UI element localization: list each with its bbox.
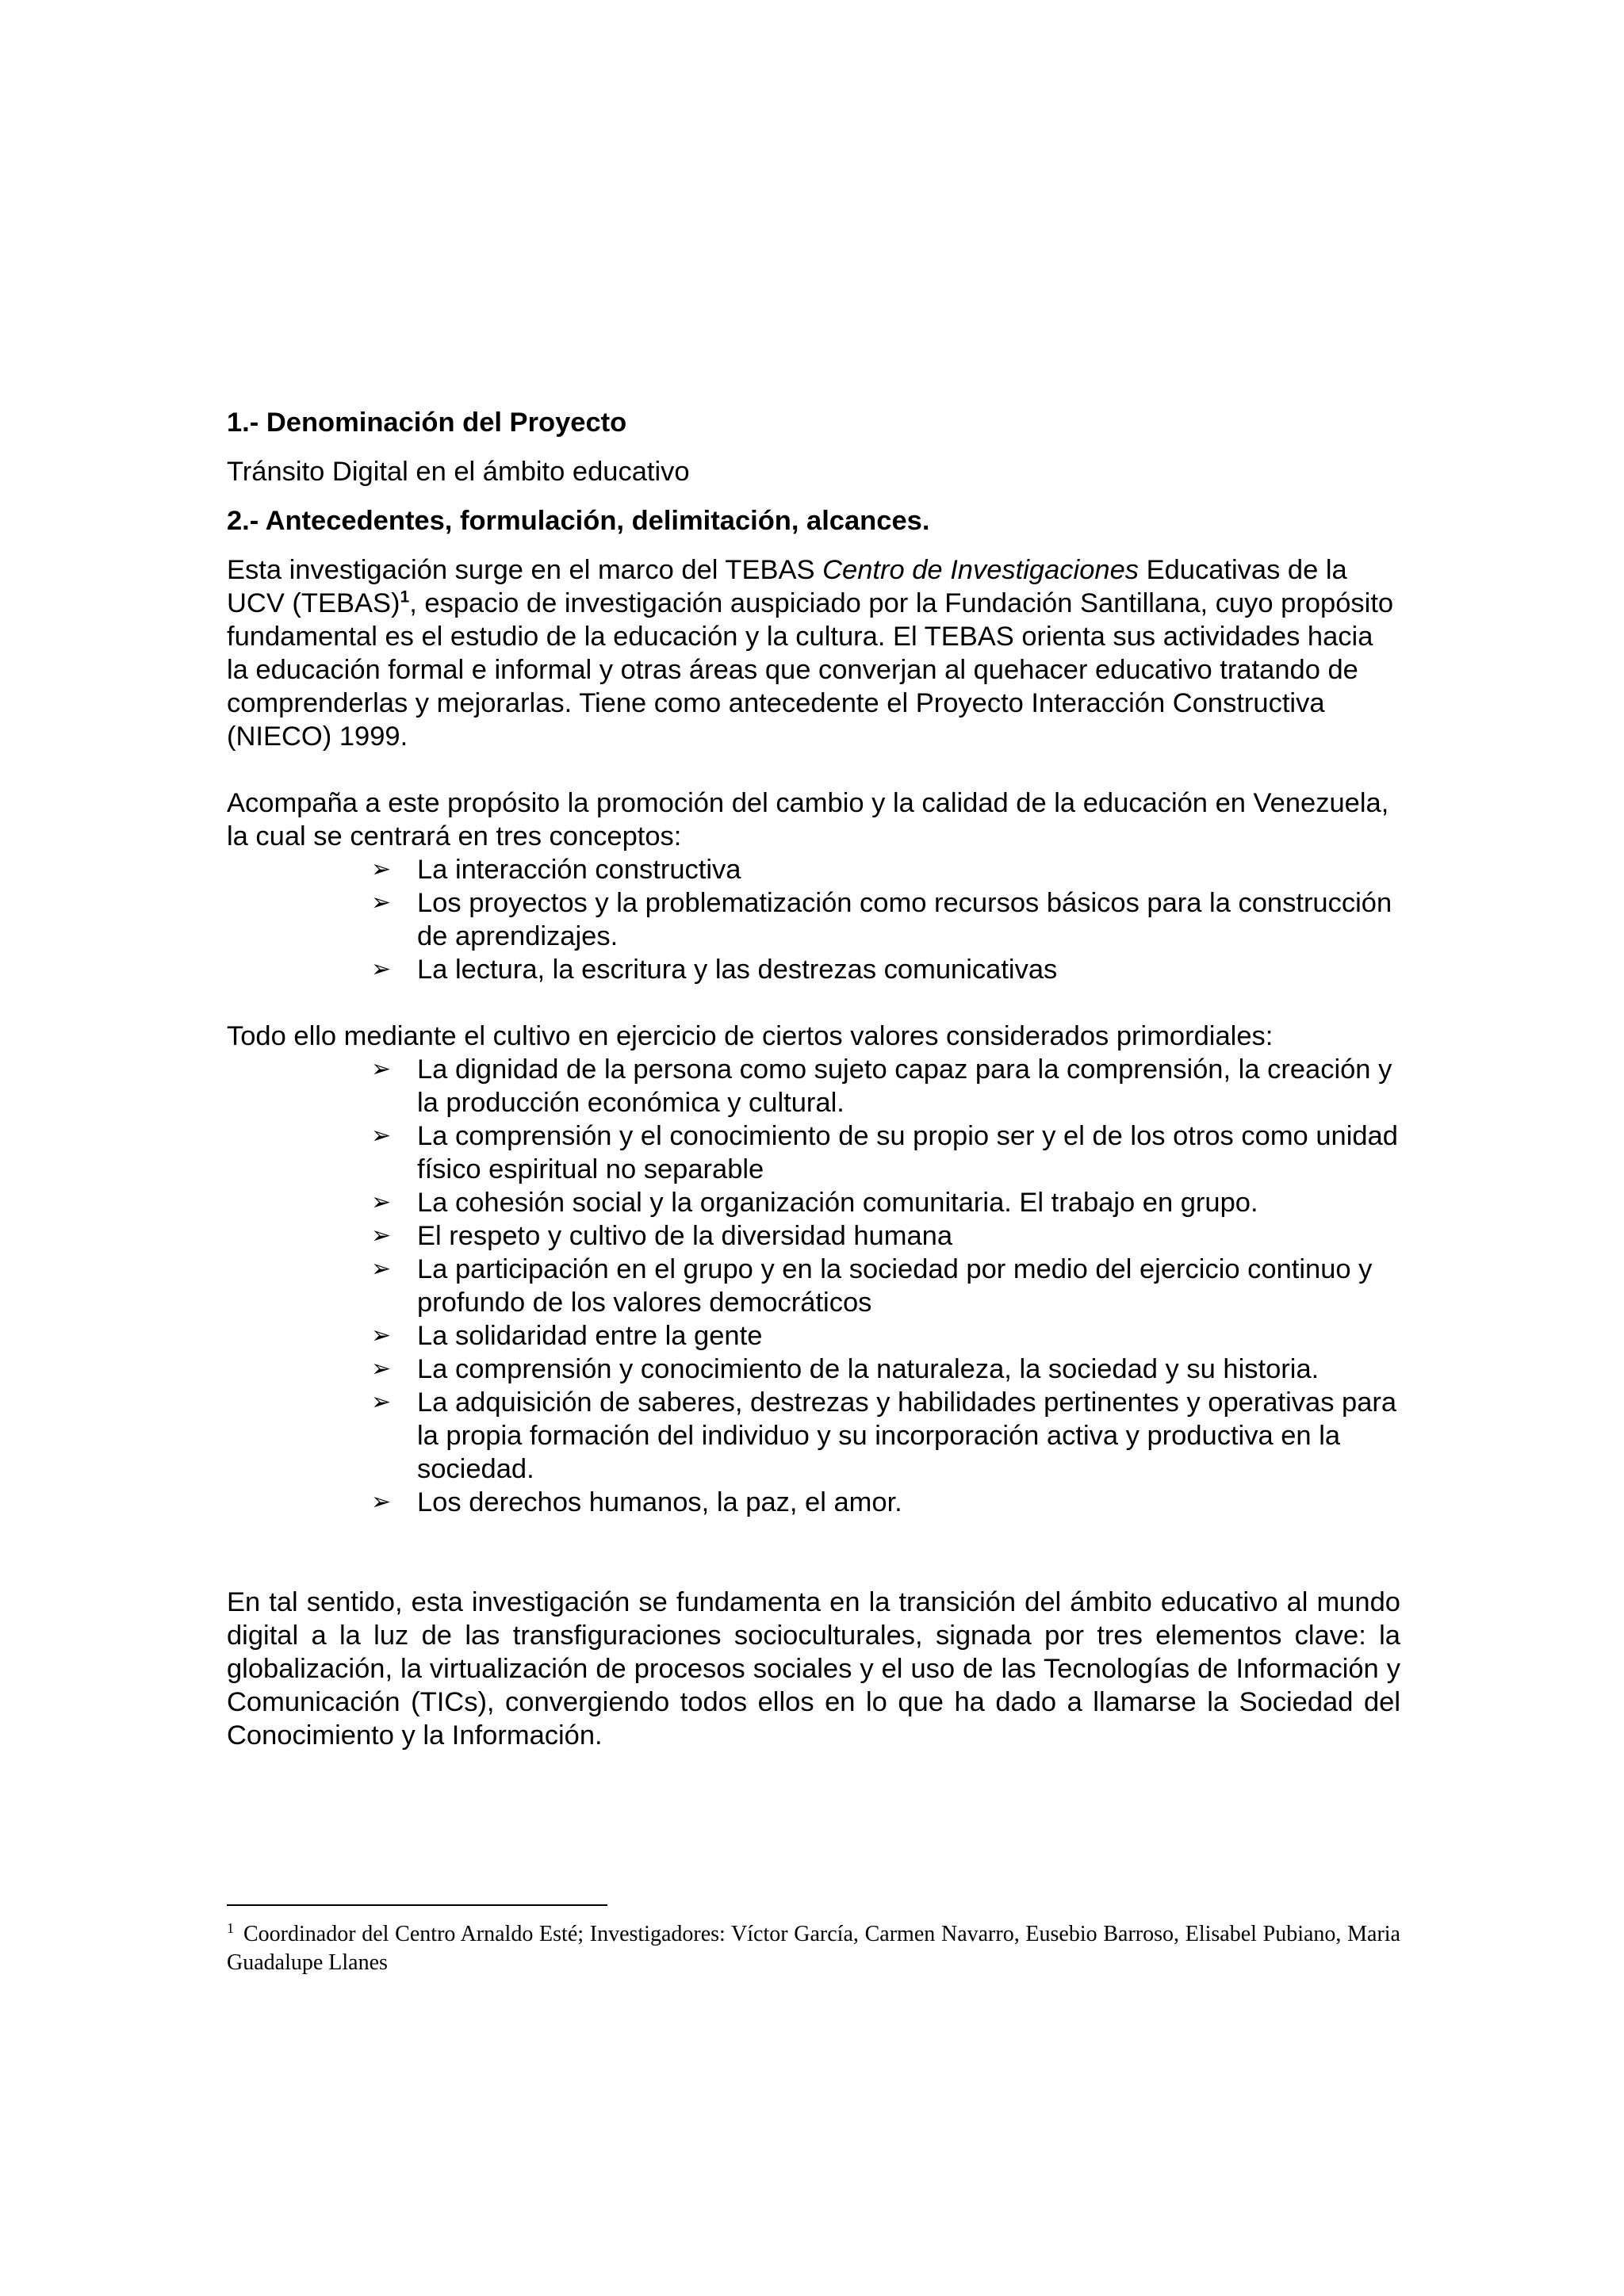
- paragraph-tebas-part2: Educativas de la UCV (TEBAS): [227, 555, 1347, 618]
- footnote-reference: 1: [400, 587, 410, 607]
- paragraph-values: Todo ello mediante el cultivo en ejercicio de ciertos valores considerados primordiales:: [227, 1021, 1274, 1051]
- list-item-text: La comprensión y el conocimiento de su propio ser y el de los otros como unidad físico espiritual no separable: [417, 1121, 1398, 1184]
- list-item: [371, 1119, 1400, 1186]
- list-item: [371, 1386, 1400, 1486]
- arrow-bullet-icon: ➢: [371, 889, 392, 916]
- arrow-bullet-icon: ➢: [371, 1255, 392, 1283]
- footnote-separator: [227, 1904, 607, 1906]
- list-item: [371, 1219, 1400, 1253]
- list-item: [371, 953, 1400, 986]
- paragraph-digital-transition: En tal sentido, esta investigación se fundamenta en la transición del ámbito educativo al mundo digital a la luz de las transfiguraciones socioculturales, signada por tres elementos clave: la globalización, la virtualización de procesos sociales y el uso de las Tecnologías de Información y Comunicación (TICs), convergiendo todos ellos en lo que ha dado a llamarse la Sociedad del Conocimiento y la Información.: [227, 1587, 1400, 1751]
- arrow-bullet-icon: ➢: [371, 1322, 392, 1349]
- paragraph-tebas-italic: Centro de Investigaciones: [822, 555, 1139, 585]
- arrow-bullet-icon: ➢: [371, 855, 392, 883]
- values-list: [227, 1053, 1400, 1519]
- paragraph-tebas: [227, 553, 1400, 753]
- footnote-mark: 1: [227, 1919, 234, 1936]
- concepts-list: [227, 853, 1400, 986]
- arrow-bullet-icon: ➢: [371, 1488, 392, 1516]
- list-item: [371, 1486, 1400, 1519]
- list-item: [371, 853, 1400, 886]
- project-title: Tránsito Digital en el ámbito educativo: [227, 457, 690, 487]
- list-item: [371, 886, 1400, 953]
- arrow-bullet-icon: ➢: [371, 955, 392, 983]
- list-item: [371, 1253, 1400, 1319]
- list-item-text: La dignidad de la persona como sujeto capaz para la comprensión, la creación y la producción económica y cultural.: [417, 1054, 1392, 1118]
- arrow-bullet-icon: ➢: [371, 1388, 392, 1416]
- list-item-text: Los proyectos y la problematización como recursos básicos para la construcción de aprendizajes.: [417, 888, 1392, 951]
- list-item: [371, 1186, 1400, 1219]
- arrow-bullet-icon: ➢: [371, 1188, 392, 1216]
- arrow-bullet-icon: ➢: [371, 1355, 392, 1383]
- list-item-text: La comprensión y conocimiento de la naturaleza, la sociedad y su historia.: [417, 1354, 1320, 1384]
- list-item-text: La interacción constructiva: [417, 855, 741, 885]
- section-2-heading: 2.- Antecedentes, formulación, delimitación, alcances.: [227, 506, 930, 536]
- list-item-text: Los derechos humanos, la paz, el amor.: [417, 1487, 902, 1517]
- paragraph-tebas-part3: , espacio de investigación auspiciado por la Fundación Santillana, cuyo propósito fundamental es el estudio de la educación y la cultura. El TEBAS orienta sus actividades hacia la educación formal e informal y otras áreas que converjan al quehacer educativo tratando de comprenderlas y mejorarlas. Tiene como antecedente el Proyecto Interacción Constructiva (NIECO) 1999.: [227, 588, 1394, 752]
- arrow-bullet-icon: ➢: [371, 1222, 392, 1249]
- list-item: [371, 1319, 1400, 1353]
- arrow-bullet-icon: ➢: [371, 1122, 392, 1150]
- list-item: [371, 1053, 1400, 1119]
- list-item-text: El respeto y cultivo de la diversidad humana: [417, 1221, 953, 1251]
- list-item-text: La lectura, la escritura y las destrezas comunicativas: [417, 955, 1058, 985]
- footnote-text: Coordinador del Centro Arnaldo Esté; Investigadores: Víctor García, Carmen Navarro, Eusebio Barroso, Elisabel Pubiano, Maria Guadalupe Llanes: [227, 1922, 1400, 1975]
- paragraph-purpose: Acompaña a este propósito la promoción del cambio y la calidad de la educación en Venezuela, la cual se centrará en tres conceptos:: [227, 788, 1389, 851]
- list-item-text: La cohesión social y la organización comunitaria. El trabajo en grupo.: [417, 1188, 1258, 1218]
- footnote: [227, 1920, 1400, 1977]
- paragraph-tebas-part1: Esta investigación surge en el marco del TEBAS: [227, 555, 823, 585]
- document-body: [227, 406, 1400, 1752]
- list-item-text: La solidaridad entre la gente: [417, 1321, 763, 1351]
- list-item: [371, 1353, 1400, 1386]
- section-1-heading: 1.- Denominación del Proyecto: [227, 408, 627, 438]
- list-item-text: La adquisición de saberes, destrezas y habilidades pertinentes y operativas para la propia formación del individuo y su incorporación activa y productiva en la sociedad.: [417, 1387, 1397, 1484]
- list-item-text: La participación en el grupo y en la sociedad por medio del ejercicio continuo y profundo de los valores democráticos: [417, 1254, 1373, 1318]
- arrow-bullet-icon: ➢: [371, 1055, 392, 1083]
